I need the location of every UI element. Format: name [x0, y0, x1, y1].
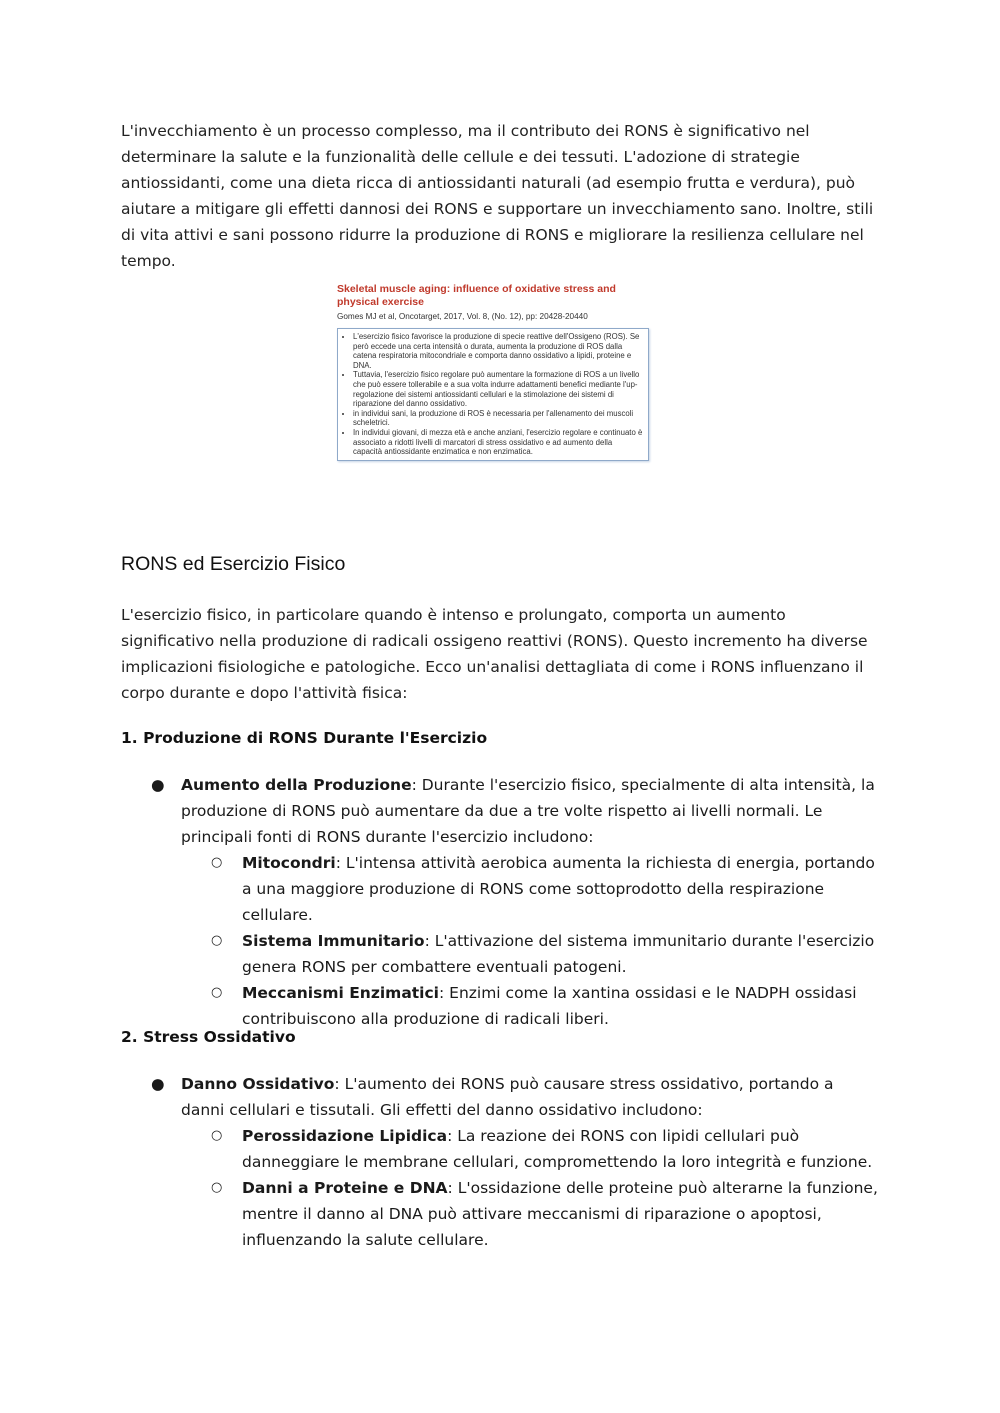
circle-bullet-icon: ○ [211, 1180, 223, 1195]
list-production [121, 772, 881, 1032]
bullet-term: Aumento della Produzione [181, 776, 412, 794]
figure-citation: Gomes MJ et al, Oncotarget, 2017, Vol. 8, (No. 12), pp: 20428-20440 [337, 312, 588, 321]
item-text: : Enzimi come la xantina ossidasi e le NADPH ossidasi contribuiscono alla produzione di radicali liberi. [242, 984, 857, 1028]
figure-item: • In individui giovani, di mezza età e anche anziani, l'esercizio regolare e continuato è associato a ridotti livelli di marcatori di stress ossidativo e ad aumento della capacità antiossidante enzimatica e non enzimatica. [353, 428, 643, 457]
figure-item: • in individui sani, la produzione di ROS è necessaria per l'allenamento dei muscoli scheletrici. [353, 409, 643, 428]
item-term: Perossidazione Lipidica [242, 1127, 448, 1145]
circle-bullet-icon: ○ [211, 1128, 223, 1143]
figure-item: • L'esercizio fisico favorisce la produzione di specie reattive dell'Ossigeno (ROS). Se però eccede una certa intensità o durata, aumenta la produzione di ROS dalla catena respiratoria mitocondriale e comporta danno ossidativo a lipidi, proteine e DNA. [353, 332, 643, 370]
item-text: : L'ossidazione delle proteine può alterarne la funzione, mentre il danno al DNA può attivare meccanismi di riparazione o apoptosi, influenzando la salute cellulare. [242, 1179, 878, 1249]
circle-bullet-icon: ○ [211, 855, 223, 870]
figure-image [337, 283, 649, 515]
bullet-icon: ● [151, 776, 165, 794]
item-term: Meccanismi Enzimatici [242, 984, 439, 1002]
list-item [121, 772, 881, 850]
bullet-text: : L'aumento dei RONS può causare stress ossidativo, portando a danni cellulari e tissutali. Gli effetti del danno ossidativo includono: [181, 1075, 834, 1119]
circle-bullet-icon: ○ [211, 933, 223, 948]
bullet-icon: ● [151, 1075, 165, 1093]
item-text: : L'intensa attività aerobica aumenta la richiesta di energia, portando a una maggiore produzione di RONS come sottoprodotto della respirazione cellulare. [242, 854, 875, 924]
subsection-title-2: 2. Stress Ossidativo [121, 1028, 296, 1046]
section-intro: L'esercizio fisico, in particolare quando è intenso e prolungato, comporta un aumento significativo nella produzione di radicali ossigeno reattivi (RONS). Questo incremento ha diverse implicazioni fisiologiche e patologiche. Ecco un'analisi dettagliata di come i RONS influenzano il corpo durante e dopo l'attività fisica: [121, 606, 868, 702]
item-term: Sistema Immunitario [242, 932, 425, 950]
list-item [121, 1123, 881, 1175]
figure-title: Skeletal muscle aging: influence of oxidative stress and physical exercise [337, 283, 616, 308]
item-term: Danni a Proteine e DNA [242, 1179, 448, 1197]
list-item [121, 850, 881, 928]
list-item [121, 1071, 881, 1123]
item-term: Mitocondri [242, 854, 336, 872]
intro-paragraph: L'invecchiamento è un processo complesso, ma il contributo dei RONS è significativo nel determinare la salute e la funzionalità delle cellule e dei tessuti. L'adozione di strategie antiossidanti, come una dieta ricca di antiossidanti naturali (ad esempio frutta e verdura), può aiutare a mitigare gli effetti dannosi dei RONS e supportare un invecchiamento sano. Inoltre, stili di vita attivi e sani possono ridurre la produzione di RONS e migliorare la resilienza cellulare nel tempo. [121, 122, 874, 270]
item-text: : La reazione dei RONS con lipidi cellulari può danneggiare le membrane cellulari, compromettendo la loro integrità e funzione. [242, 1127, 873, 1171]
section-intro-block [121, 602, 881, 706]
figure-box [337, 328, 649, 461]
item-text: : L'attivazione del sistema immunitario durante l'esercizio genera RONS per combattere eventuali patogeni. [242, 932, 875, 976]
figure-item: • Tuttavia, l'esercizio fisico regolare può aumentare la formazione di ROS a un livello che può essere tollerabile e a sua volta indurre adattamenti benefici mediante l'up-regolazione dei sistemi antiossidanti cellulari e la stimolazione dei sistemi di riparazione del danno ossidativo. [353, 370, 643, 408]
bullet-term: Danno Ossidativo [181, 1075, 335, 1093]
circle-bullet-icon: ○ [211, 985, 223, 1000]
section-title: RONS ed Esercizio Fisico [121, 553, 346, 575]
bullet-text: : Durante l'esercizio fisico, specialmente di alta intensità, la produzione di RONS può aumentare da due a tre volte rispetto ai livelli normali. Le principali fonti di RONS durante l'esercizio includono: [181, 776, 875, 846]
list-oxidative [121, 1071, 881, 1253]
list-item [121, 928, 881, 980]
subsection-title-1: 1. Produzione di RONS Durante l'Esercizio [121, 729, 488, 747]
list-item [121, 1175, 881, 1253]
intro-block [121, 118, 881, 274]
list-item [121, 980, 881, 1032]
